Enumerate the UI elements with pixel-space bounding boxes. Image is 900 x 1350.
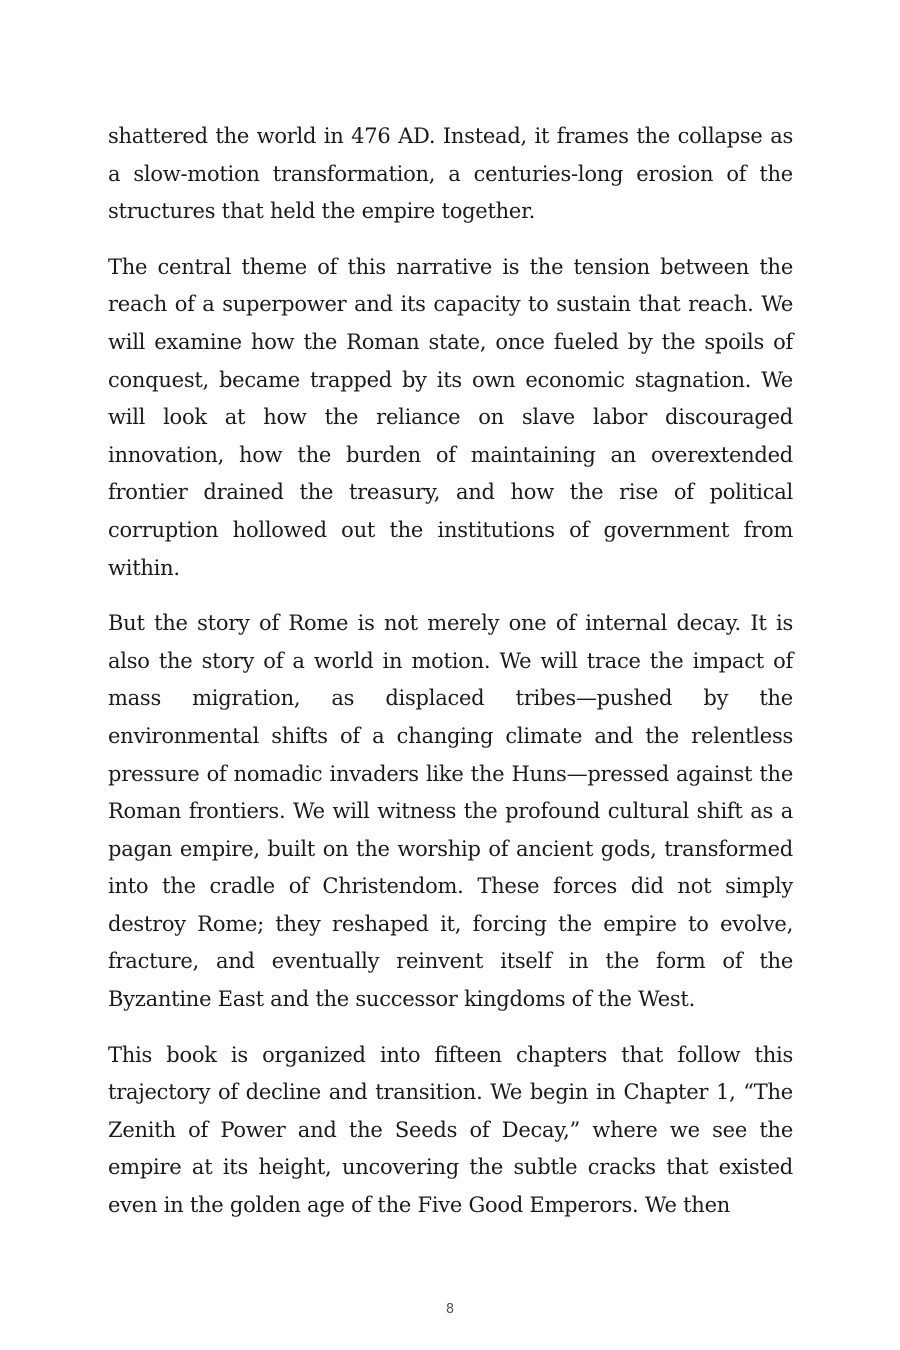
page-number: 8 (445, 1302, 455, 1317)
paragraph-3: But the story of Rome is not merely one of internal decay. It is also the story of a world in motion. We will trace the impact of mass migration, as displaced tribes—pushed by the environmental shifts of a changing climate and the relentless pressure of nomadic invaders like the Huns—pressed against the Roman frontiers. We will witness the profound cultural shift as a pagan empire, built on the worship of ancient gods, transformed into the cradle of Christendom. These forces did not simply destroy Rome; they reshaped it, forcing the empire to evolve, fracture, and eventually reinvent itself in the form of the Byzantine East and the successor kingdoms of the West. (108, 611, 793, 1012)
paragraph-2: The central theme of this narrative is the tension between the reach of a superpower and its capacity to sustain that reach. We will examine how the Roman state, once fueled by the spoils of conquest, became trapped by its own economic stagnation. We will look at how the reliance on slave labor discouraged innovation, how the burden of maintaining an overextended frontier drained the treasury, and how the rise of political corruption hollowed out the institutions of government from within. (108, 254, 793, 580)
paragraph-4: This book is organized into fifteen chapters that follow this trajectory of decline and transition. We begin in Chapter 1, “The Zenith of Power and the Seeds of Decay,” where we see the empire at its height, uncovering the subtle cracks that existed even in the golden age of the Five Good Emperors. We then (108, 1042, 793, 1218)
page-body (108, 118, 793, 1243)
paragraph-1: shattered the world in 476 AD. Instead, it frames the collapse as a slow-motion transformation, a centuries-long erosion of the structures that held the empire together. (108, 124, 793, 224)
